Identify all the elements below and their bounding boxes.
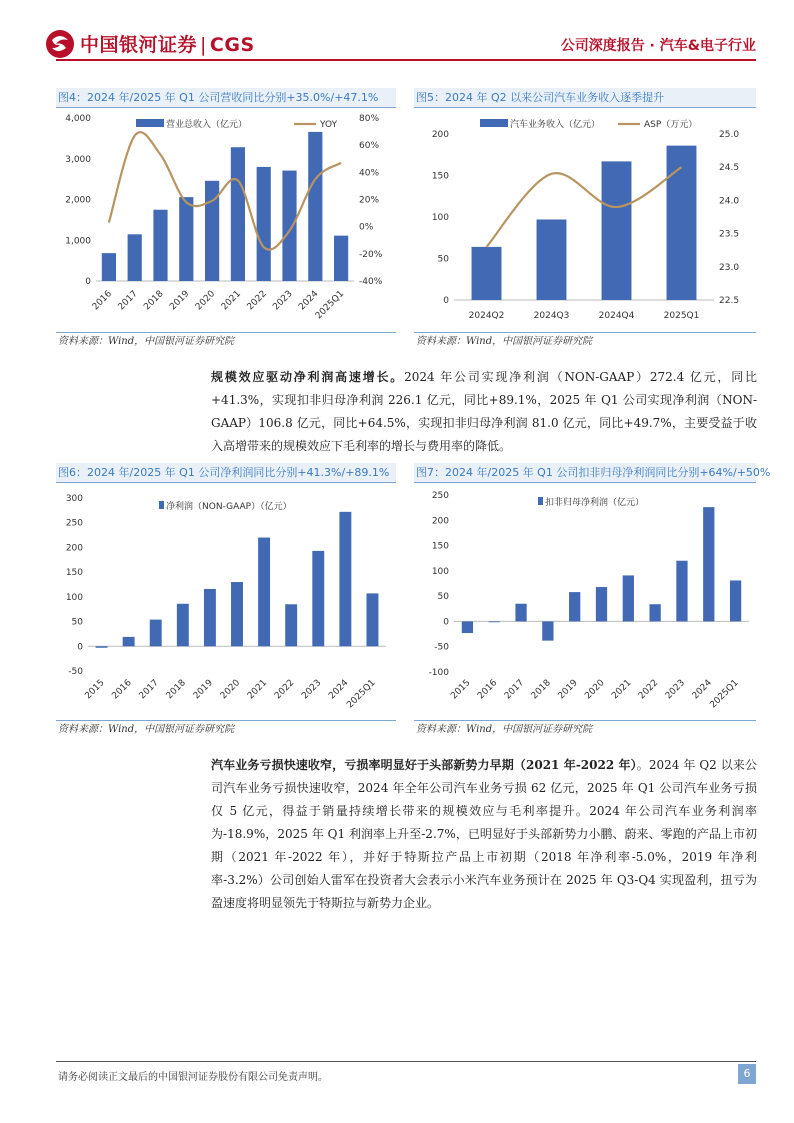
fig4-chart: [56, 110, 396, 330]
bar-2021: [258, 538, 270, 647]
x-tick-label: 2024Q2: [468, 311, 505, 321]
legend-bar-swatch: [480, 119, 508, 127]
x-tick-label: 2024: [690, 678, 714, 702]
footer-disclaimer: 请务必阅读正文最后的中国银河证券股份有限公司免责声明。: [58, 1072, 328, 1083]
bar-2024Q3: [537, 219, 567, 300]
x-tick-label: 2022: [273, 678, 297, 702]
x-tick-label: 2015: [449, 678, 473, 702]
bar-2021: [623, 575, 634, 621]
x-tick-label: 2017: [502, 678, 527, 702]
fig5-source: 资料来源：Wind，中国银河证券研究院: [414, 332, 756, 350]
bar-2019: [204, 589, 216, 646]
x-tick-label: 2024: [297, 289, 321, 313]
y2-tick-label: 23.5: [719, 229, 740, 240]
bar-2024Q2: [472, 247, 502, 300]
y-tick-label: 0: [443, 296, 449, 306]
y-tick-label: 50: [71, 617, 83, 628]
bar-2022: [650, 604, 661, 621]
fig6-title: 图6：2024 年/2025 年 Q1 公司净利润同比分别+41.3%/+89.1%: [56, 463, 396, 483]
y-tick-label: 200: [65, 543, 83, 554]
y2-tick-label: 80%: [359, 114, 380, 124]
page-number: 6: [738, 1064, 756, 1084]
fig7-title: 图7：2024 年/2025 年 Q1 公司扣非归母净利润同比分别+64%/+50%: [414, 463, 756, 483]
y2-tick-label: 25.0: [719, 130, 740, 140]
x-tick-label: 2017: [137, 678, 161, 702]
y-tick-label: 3,000: [65, 154, 91, 165]
y-tick-label: 0: [85, 277, 91, 287]
legend-bar-swatch: [538, 497, 543, 505]
y2-tick-label: -20%: [359, 249, 383, 260]
legend-label: 营业总收入（亿元）: [166, 120, 248, 130]
x-tick-label: 2019: [168, 289, 192, 313]
bar-2016: [489, 621, 500, 622]
y2-tick-label: -40%: [359, 277, 383, 287]
y-tick-label: 100: [65, 592, 83, 603]
bar-2023: [676, 561, 687, 622]
y-tick-label: 100: [431, 213, 449, 223]
bar-2023: [312, 551, 324, 646]
line-series-YOY: [109, 132, 341, 249]
fig4-title: 图4：2024 年/2025 年 Q1 公司营收同比分别+35.0%/+47.1%: [56, 88, 396, 108]
bar-2018: [542, 621, 553, 640]
y2-tick-label: 22.5: [719, 296, 740, 306]
y-tick-label: 2,000: [65, 195, 91, 206]
bar-2024: [703, 507, 714, 621]
bar-2025Q1: [730, 580, 741, 621]
x-tick-label: 2017: [116, 289, 140, 313]
fig6-source: 资料来源：Wind，中国银河证券研究院: [56, 720, 396, 738]
fig4-source: 资料来源：Wind，中国银河证券研究院: [56, 332, 396, 350]
brand-logo-text: 中国银河证券 | CGS: [80, 34, 255, 56]
x-tick-label: 2025Q1: [313, 289, 347, 322]
x-tick-label: 2015: [83, 678, 107, 702]
x-tick-label: 2020: [193, 289, 218, 313]
y2-tick-label: 20%: [359, 195, 380, 206]
bar-2020: [596, 587, 607, 621]
y-tick-label: 250: [431, 491, 449, 501]
bar-2025Q1: [334, 236, 348, 281]
x-tick-label: 2018: [164, 678, 188, 702]
y-tick-label: -50: [68, 667, 83, 677]
y-tick-label: 0: [77, 642, 83, 653]
x-tick-label: 2023: [271, 289, 295, 313]
y-tick-label: 250: [65, 518, 83, 529]
fig5-title: 图5：2024 年 Q2 以来公司汽车业务收入逐季提升: [414, 88, 756, 108]
x-tick-label: 2024Q3: [533, 311, 570, 321]
bar-2016: [123, 637, 135, 646]
y-tick-label: 100: [431, 566, 449, 577]
bar-2016: [102, 253, 116, 281]
bar-2025Q1: [366, 593, 378, 646]
bar-2015: [96, 646, 108, 647]
line-series-ASP（万元）: [487, 167, 682, 247]
legend-bar-swatch: [159, 501, 164, 509]
bar-2017: [128, 234, 142, 281]
bar-2017: [515, 604, 526, 622]
x-tick-label: 2025Q1: [345, 678, 378, 711]
y-tick-label: 1,000: [65, 236, 91, 247]
y-tick-label: 0: [443, 617, 449, 628]
legend-label: 净利润（NON-GAAP）（亿元）: [166, 502, 292, 512]
bar-2020: [231, 582, 243, 646]
bar-2022: [285, 604, 297, 646]
x-tick-label: 2022: [636, 678, 661, 702]
x-tick-label: 2025Q1: [663, 311, 700, 321]
bar-2022: [257, 167, 271, 281]
x-tick-label: 2018: [529, 678, 553, 702]
bar-2024: [339, 512, 351, 646]
fig7-source: 资料来源：Wind，中国银河证券研究院: [414, 720, 756, 738]
y-tick-label: 150: [431, 541, 449, 552]
y2-tick-label: 40%: [359, 168, 380, 179]
y-tick-label: -50: [434, 642, 449, 653]
bar-2018: [177, 604, 189, 647]
legend-label: YOY: [320, 120, 338, 130]
x-tick-label: 2023: [300, 678, 324, 702]
footer-divider: [56, 1061, 756, 1062]
y-tick-label: 150: [65, 568, 83, 579]
bar-2023: [282, 171, 296, 281]
legend-bar-swatch: [136, 119, 164, 127]
bar-2021: [231, 147, 245, 281]
fig5-chart: [414, 110, 756, 330]
x-tick-label: 2020: [218, 678, 243, 702]
fig7-chart: [414, 485, 756, 718]
y-tick-label: 300: [65, 494, 83, 504]
y-tick-label: 4,000: [65, 114, 91, 124]
company-logo-icon: [44, 28, 76, 60]
legend-label: ASP（万元）: [644, 120, 698, 130]
y2-tick-label: 24.5: [719, 163, 740, 174]
y2-tick-label: 24.0: [719, 196, 740, 207]
x-tick-label: 2016: [476, 678, 500, 702]
fig6-chart: [56, 485, 396, 718]
y2-tick-label: 23.0: [719, 262, 740, 273]
paragraph-auto-business: 汽车业务亏损快速收窄，亏损率明显好于头部新势力早期（2021 年-2022 年）。2024 年 Q2 以来公司汽车业务亏损快速收窄，2024 年全年公司汽车业务亏损 62 亿元，2025 年 Q1 公司汽车业务亏损仅 5 亿元，得益于销量持续增长带来的规模效应与毛利率提升。2024 年公司汽车业务利润率为-18.9%，2025 年 Q1 利润率上升至-2.7%，已明显好于头部新势力小鹏、蔚来、零跑的产品上市初期（2021 年-2022 年），并好于特斯拉产品上市初期（2018 年净利率-5.0%，2019 年净利率-3.2%）公司创始人雷军在投资者大会表示小米汽车业务预计在 2025 年 Q3-Q4 实现盈利，扭亏为盈速度将明显领先于特斯拉与新势力企业。: [211, 758, 757, 910]
y-tick-label: -100: [428, 668, 449, 678]
bar-2025Q1: [667, 146, 697, 300]
x-tick-label: 2024Q4: [598, 311, 635, 321]
y2-tick-label: 0%: [359, 222, 374, 233]
paragraph-net-profit: 规模效应驱动净利润高速增长。2024 年公司实现净利润（NON-GAAP）272.4 亿元，同比+41.3%，实现扣非归母净利润 226.1 亿元，同比+89.1%，2025 年 Q1 公司实现净利润（NON-GAAP）106.8 亿元，同比+64.5%，实现扣非归母净利润 81.0 亿元，同比+49.7%，主要受益于收入高增带来的规模效应下毛利率的增长与费用率的降低。: [211, 370, 757, 453]
bar-2019: [569, 592, 580, 621]
bar-2017: [150, 620, 162, 647]
x-tick-label: 2022: [245, 289, 269, 313]
x-tick-label: 2024: [327, 678, 351, 702]
y-tick-label: 150: [431, 171, 449, 182]
y2-tick-label: 60%: [359, 141, 380, 152]
legend-label: 汽车业务收入（亿元）: [510, 120, 601, 130]
report-category-label: 公司深度报告 · 汽车&电子行业: [560, 38, 756, 54]
x-tick-label: 2016: [110, 678, 134, 702]
x-tick-label: 2016: [90, 289, 115, 313]
bar-2024: [308, 132, 322, 281]
x-tick-label: 2019: [191, 678, 216, 702]
header-divider: [56, 59, 756, 61]
y-tick-label: 200: [431, 130, 449, 140]
bar-2015: [462, 621, 473, 633]
bar-2024Q4: [602, 161, 632, 300]
y-tick-label: 50: [437, 592, 449, 603]
x-tick-label: 2021: [219, 289, 244, 313]
bar-2018: [153, 210, 167, 281]
y-tick-label: 200: [431, 516, 449, 527]
x-tick-label: 2021: [245, 678, 270, 702]
x-tick-label: 2025Q1: [708, 678, 741, 711]
x-tick-label: 2018: [142, 289, 166, 313]
y-tick-label: 50: [437, 254, 449, 265]
x-tick-label: 2021: [610, 678, 634, 702]
bar-2019: [179, 197, 193, 281]
legend-label: 扣非归母净利润（亿元）: [545, 498, 645, 508]
x-tick-label: 2019: [556, 678, 580, 702]
x-tick-label: 2023: [663, 678, 688, 702]
x-tick-label: 2020: [583, 678, 607, 702]
